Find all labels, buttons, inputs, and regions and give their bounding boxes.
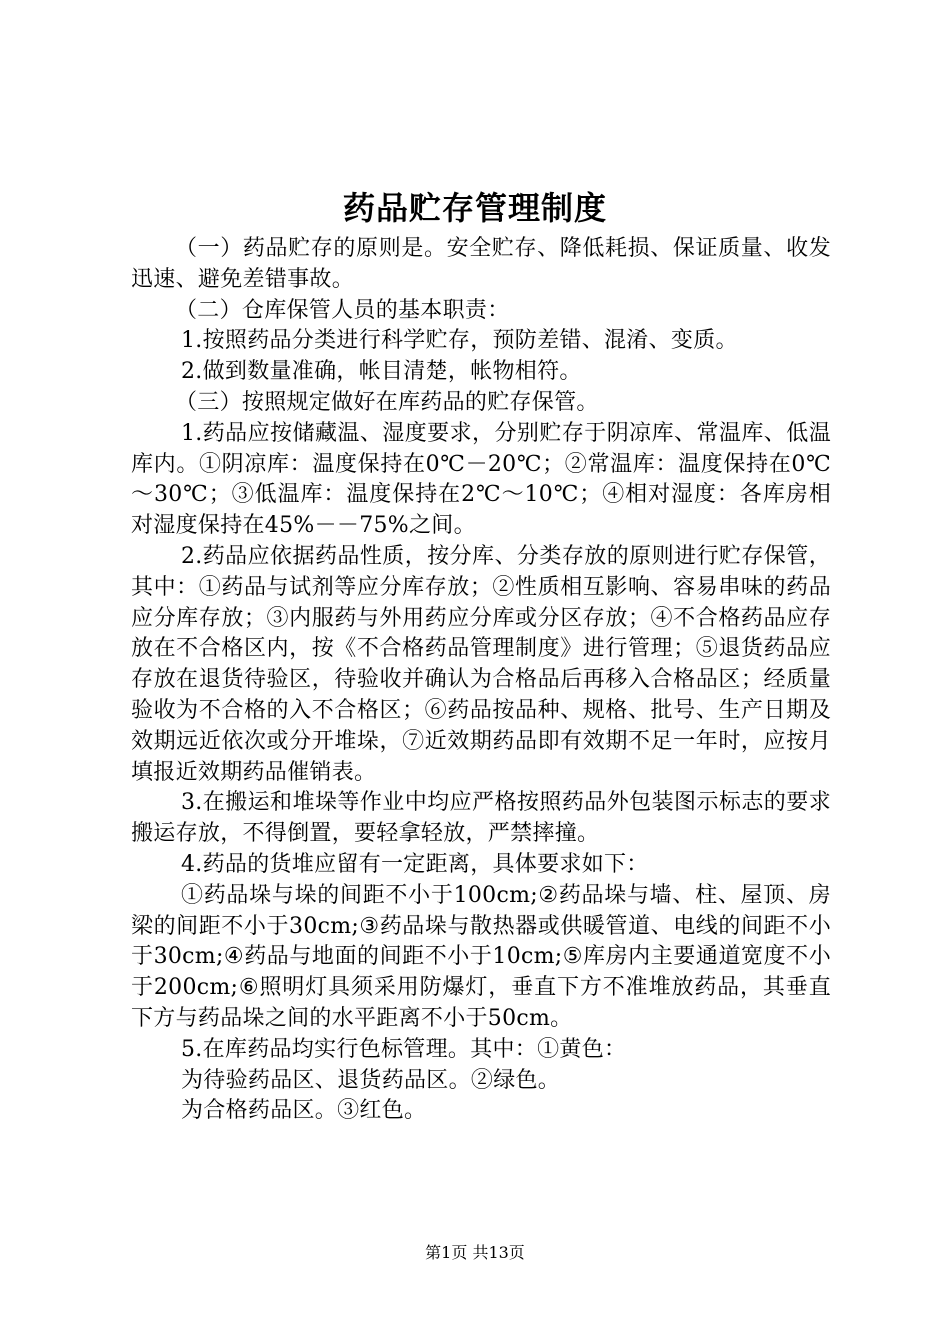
page-footer: 第1页 共13页 [425, 1243, 525, 1262]
paragraph-storage-classification: 2.药品应依据药品性质，按分库、分类存放的原则进行贮存保管，其中：①药品与试剂等应分库存放；②性质相互影响、容易串味的药品应分库存放；③内服药与外用药应分库或分区存放；④不合格药品应存放在不合格区内，按《不合格药品管理制度》进行管理；⑤退货药品应存放在退货待验区，待验收并确认为合格品后再移入合格品区；经质量验收为不合格的入不合格区；⑥药品按品种、规格、批号、生产日期及效期远近依次或分开堆垛，⑦近效期药品即有效期不足一年时，应按月填报近效期药品催销表。 [131, 543, 831, 785]
paragraph-storage-temperature: 1.药品应按储藏温、湿度要求，分别贮存于阴凉库、常温库、低温库内。①阴凉库：温度保持在0℃－20℃；②常温库：温度保持在0℃～30℃；③低温库：温度保持在2℃～10℃；④相对湿度：各库房相对湿度保持在45%－－75%之间。 [131, 420, 831, 539]
paragraph-storage-principle: （一）药品贮存的原则是。安全贮存、降低耗损、保证质量、收发迅速、避免差错事故。 [131, 236, 831, 292]
paragraph-duty-1: 1.按照药品分类进行科学贮存，预防差错、混淆、变质。 [181, 328, 738, 354]
paragraph-spacing-rules: ①药品垛与垛的间距不小于100cm;②药品垛与墙、柱、屋顶、房梁的间距不小于30cm;③药品垛与散热器或供暖管道、电线的间距不小于30cm;④药品与地面的间距不小于10cm;⑤库房内主要通道宽度不小于200cm;⑥照明灯具须采用防爆灯，垂直下方不准堆放药品，其垂直下方与药品垛之间的水平距离不小于50cm。 [131, 882, 831, 1031]
paragraph-storage-heading: （三）按照规定做好在库药品的贮存保管。 [175, 389, 599, 415]
paragraph-color-green: 为待验药品区、退货药品区。②绿色。 [181, 1067, 561, 1093]
paragraph-color-red: 为合格药品区。③红色。 [181, 1098, 427, 1124]
paragraph-color-code: 5.在库药品均实行色标管理。其中：①黄色： [181, 1036, 627, 1062]
paragraph-duty-2: 2.做到数量准确，帐目清楚，帐物相符。 [181, 359, 582, 385]
document-body [131, 234, 831, 1127]
paragraph-handling: 3.在搬运和堆垛等作业中均应严格按照药品外包装图示标志的要求搬运存放，不得倒置，要轻拿轻放，严禁摔撞。 [131, 790, 831, 847]
paragraph-spacing-heading: 4.药品的货堆应留有一定距离，具体要求如下： [181, 851, 649, 877]
document-title: 药品贮存管理制度 [342, 189, 607, 227]
paragraph-keeper-duties-heading: （二）仓库保管人员的基本职责： [175, 297, 510, 323]
